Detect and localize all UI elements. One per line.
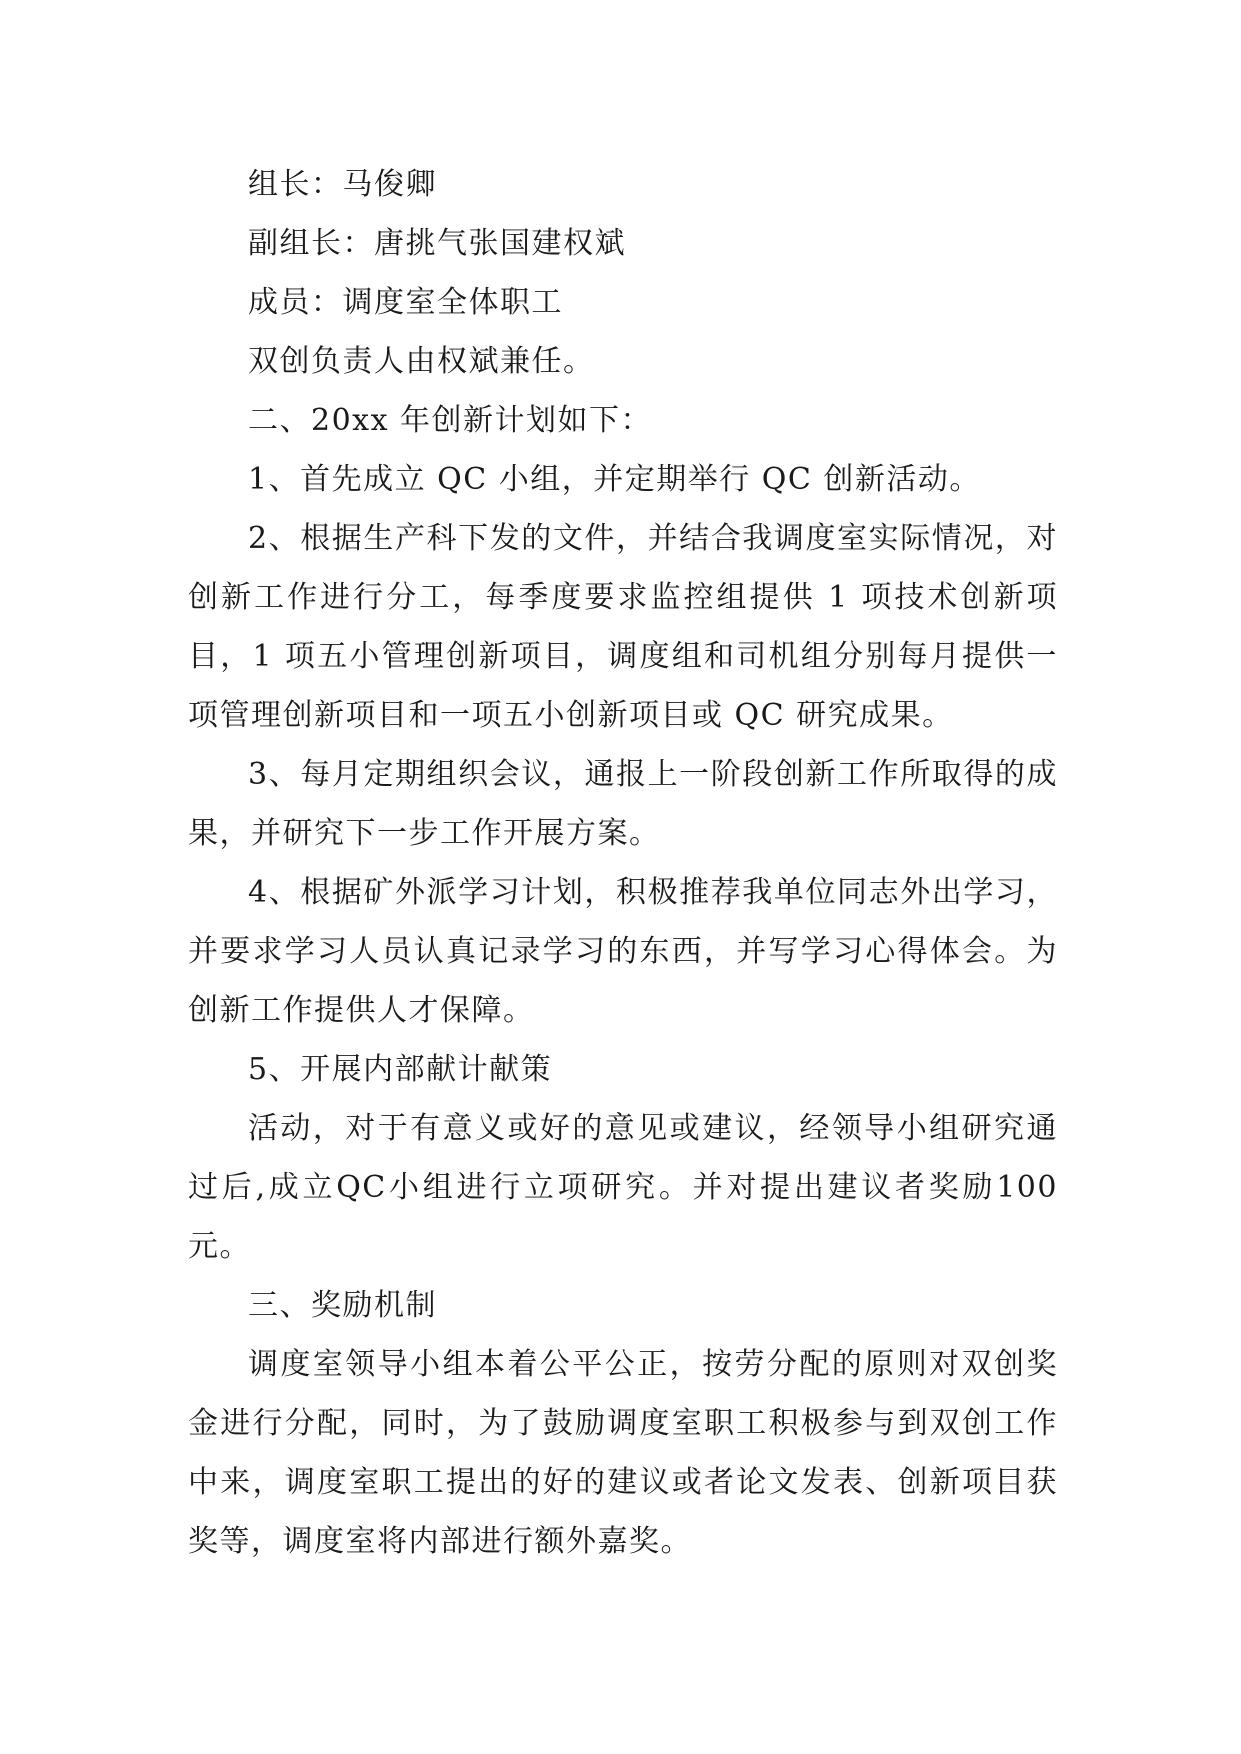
section-heading-innovation-plan: 二、20xx 年创新计划如下：	[248, 403, 653, 438]
paragraph-item-1: 1、首先成立 QC 小组，并定期举行 QC 创新活动。	[248, 462, 981, 497]
paragraph-item-5: 5、开展内部献计献策	[248, 1052, 553, 1087]
paragraph-members: 成员：调度室全体职工	[248, 285, 563, 320]
document-body	[188, 155, 1058, 1571]
paragraph-item-3: 3、每月定期组织会议，通报上一阶段创新工作所取得的成果，并研究下一步工作开展方案。	[188, 757, 1058, 851]
paragraph-deputy-leader: 副组长：唐挑气张国建权斌	[248, 226, 626, 261]
paragraph-item-5-continued: 活动，对于有意义或好的意见或建议，经领导小组研究通过后,成立QC小组进行立项研究。并对提出建议者奖励100元。	[188, 1111, 1058, 1264]
paragraph-item-4: 4、根据矿外派学习计划，积极推荐我单位同志外出学习，并要求学习人员认真记录学习的东西，并写学习心得体会。为创新工作提供人才保障。	[188, 875, 1058, 1028]
paragraph-team-leader: 组长：马俊卿	[248, 167, 437, 202]
paragraph-item-2: 2、根据生产科下发的文件，并结合我调度室实际情况，对创新工作进行分工，每季度要求监控组提供 1 项技术创新项目，1 项五小管理创新项目，调度组和司机组分别每月提供一项管理创新项目和一项五小创新项目或 QC 研究成果。	[188, 521, 1058, 733]
paragraph-responsible-person: 双创负责人由权斌兼任。	[248, 344, 595, 379]
paragraph-reward-details: 调度室领导小组本着公平公正，按劳分配的原则对双创奖金进行分配，同时，为了鼓励调度室职工积极参与到双创工作中来，调度室职工提出的好的建议或者论文发表、创新项目获奖等，调度室将内部进行额外嘉奖。	[188, 1347, 1058, 1559]
section-heading-reward-mechanism: 三、奖励机制	[248, 1288, 437, 1323]
